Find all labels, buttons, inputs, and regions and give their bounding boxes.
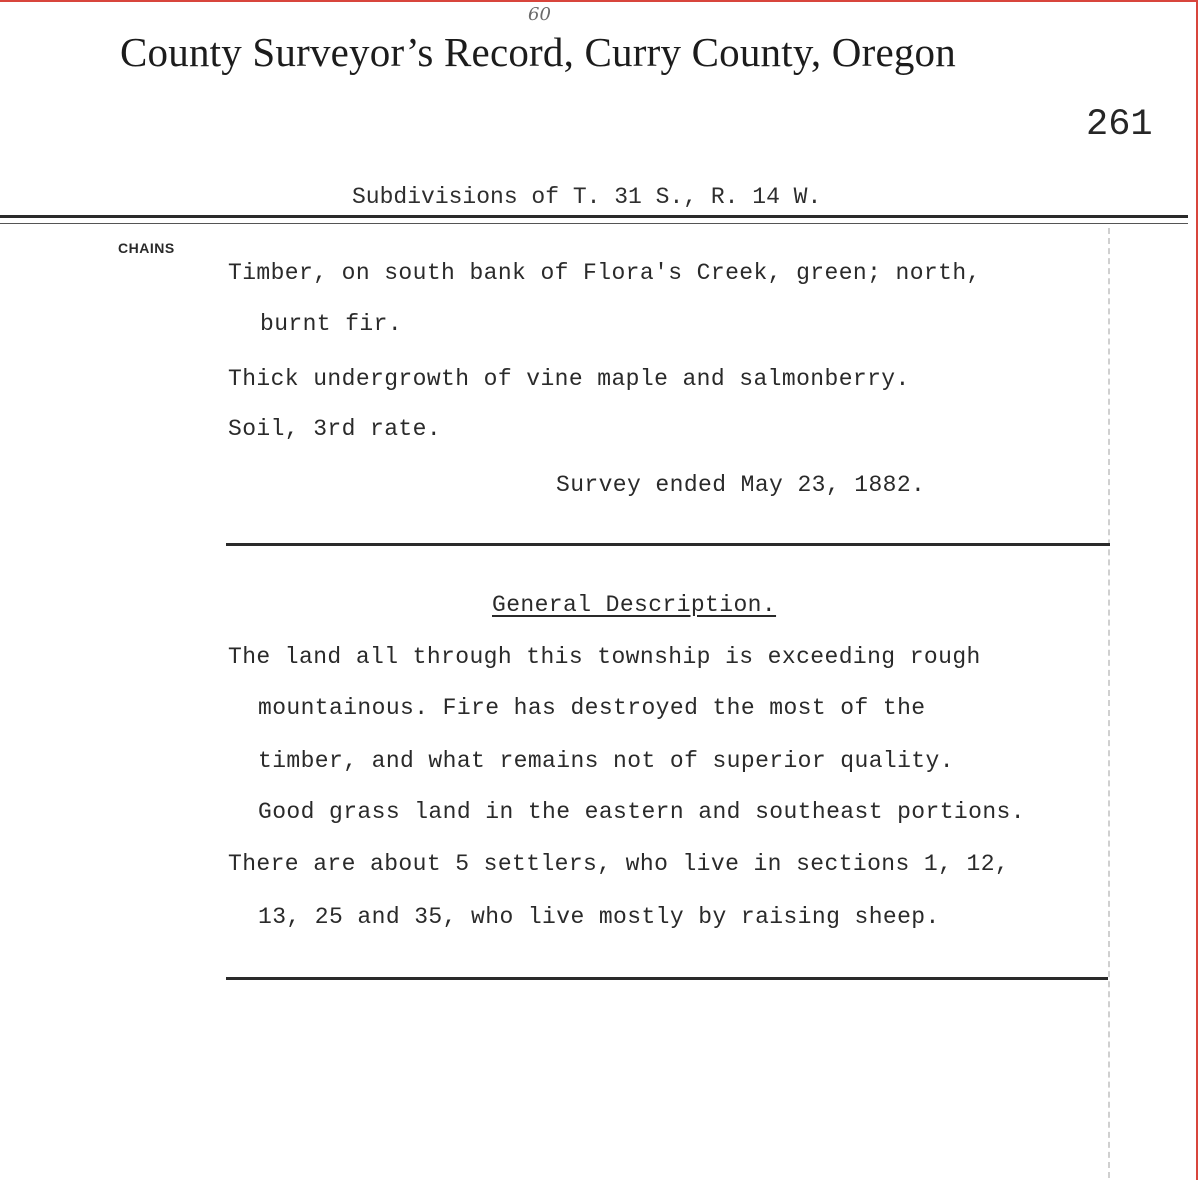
- description-line: 13, 25 and 35, who live mostly by raising sheep.: [258, 904, 940, 930]
- survey-end-date: Survey ended May 23, 1882.: [556, 472, 926, 498]
- description-line: The land all through this township is exceeding rough: [228, 644, 981, 670]
- top-rule: [0, 215, 1188, 218]
- section-divider: [226, 543, 1110, 546]
- top-rule-thin: [0, 223, 1188, 224]
- notes-line: Timber, on south bank of Flora's Creek, green; north,: [228, 260, 981, 286]
- notes-line: burnt fir.: [260, 311, 403, 337]
- chains-margin-label: CHAINS: [118, 240, 175, 256]
- description-line: timber, and what remains not of superior quality.: [258, 748, 954, 774]
- subtitle: Subdivisions of T. 31 S., R. 14 W.: [352, 184, 822, 210]
- pencil-mark: 60: [528, 4, 551, 25]
- description-line: mountainous. Fire has destroyed the most of the: [258, 695, 926, 721]
- notes-line: Soil, 3rd rate.: [228, 416, 442, 442]
- right-margin-line: [1108, 228, 1110, 1178]
- page-number: 261: [1086, 104, 1153, 146]
- notes-line: Thick undergrowth of vine maple and salmonberry.: [228, 366, 910, 392]
- bottom-rule: [226, 977, 1108, 980]
- general-description-heading: General Description.: [492, 592, 777, 618]
- description-line: There are about 5 settlers, who live in sections 1, 12,: [228, 851, 1010, 877]
- header-title: County Surveyor’s Record, Curry County, Oregon: [120, 29, 956, 75]
- description-line: Good grass land in the eastern and southeast portions.: [258, 799, 1025, 825]
